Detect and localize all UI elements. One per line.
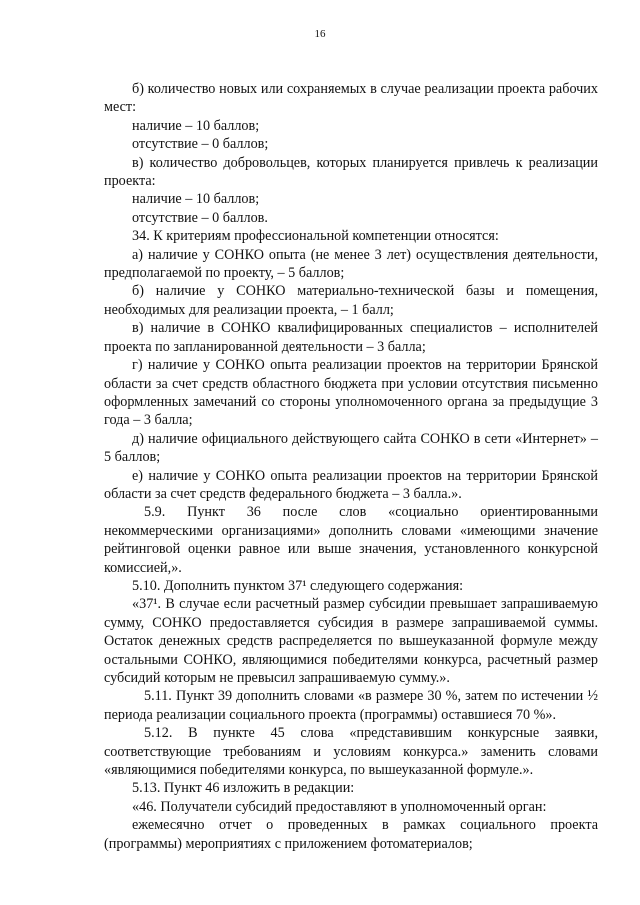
paragraph: б) наличие у СОНКО материально-технической базы и помещения, необходимых для реализации проекта, – 1 балл;: [104, 283, 598, 318]
paragraph: «37¹. В случае если расчетный размер субсидии превышает запрашиваемую сумму, СОНКО предоставляется субсидия в размере запрашиваемой суммы. Остаток денежных средств распределяется по вышеуказанной формуле между остальными СОНКО, являющимися победителями конкурса, расчетный размер субсидий которым не превысил запрашиваемую сумму.».: [104, 596, 598, 686]
paragraph: «46. Получатели субсидий предоставляют в уполномоченный орган:: [132, 798, 547, 815]
paragraph: 5.13. Пункт 46 изложить в редакции:: [132, 780, 355, 797]
paragraph: в) наличие в СОНКО квалифицированных специалистов – исполнителей проекта по запланированной деятельности – 3 балла;: [104, 320, 598, 355]
paragraph: а) наличие у СОНКО опыта (не менее 3 лет) осуществления деятельности, предполагаемой по проекту, – 5 баллов;: [104, 246, 598, 282]
paragraph: г) наличие у СОНКО опыта реализации проектов на территории Брянской области за счет средств областного бюджета при условии отсутствия письменно оформленных замечаний со стороны уполномоченного органа за предыдущие 3 года – 3 балла;: [104, 357, 598, 429]
paragraph: е) наличие у СОНКО опыта реализации проектов на территории Брянской области за счет средств федерального бюджета – 3 балла.».: [104, 467, 598, 502]
paragraph: отсутствие – 0 баллов.: [132, 209, 268, 226]
paragraph: 5.9. Пункт 36 после слов «социально ориентированными некоммерческими организациями» дополнить словами «имеющими значение рейтинговой оценки равное или выше значения, установленного конкурсной комиссией,».: [104, 504, 598, 576]
paragraph: 5.11. Пункт 39 дополнить словами «в размере 30 %, затем по истечении ½ периода реализации социального проекта (программы) оставшиеся 70 %».: [104, 688, 598, 723]
paragraph: отсутствие – 0 баллов;: [132, 136, 269, 153]
paragraph: 34. К критериям профессиональной компетенции относятся:: [132, 228, 499, 245]
paragraph: в) количество добровольцев, которых планируется привлечь к реализации проекта:: [104, 154, 598, 190]
paragraph: 5.10. Дополнить пунктом 37¹ следующего содержания:: [132, 577, 464, 594]
document-body: [104, 80, 598, 853]
paragraph: наличие – 10 баллов;: [132, 117, 260, 134]
paragraph: 5.12. В пункте 45 слова «представившим конкурсные заявки, соответствующие требованиям и условиям конкурса.» заменить словами «являющимися победителями конкурса, по вышеуказанной формуле.».: [104, 725, 598, 779]
paragraph: ежемесячно отчет о проведенных в рамках социального проекта (программы) мероприятиях с приложением фотоматериалов;: [104, 817, 598, 852]
page-number: 16: [314, 28, 326, 40]
paragraph: наличие – 10 баллов;: [132, 191, 260, 208]
paragraph: д) наличие официального действующего сайта СОНКО в сети «Интернет» – 5 баллов;: [104, 430, 598, 466]
paragraph: б) количество новых или сохраняемых в случае реализации проекта рабочих мест:: [104, 81, 598, 116]
